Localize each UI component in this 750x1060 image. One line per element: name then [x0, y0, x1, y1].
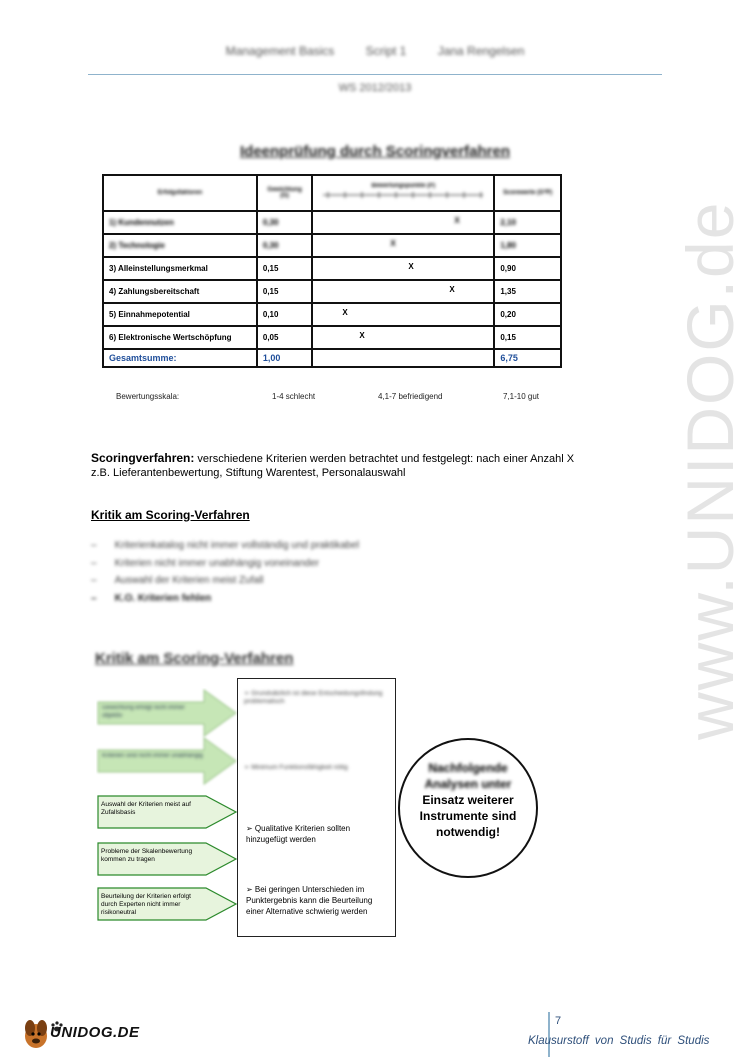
left-box-text: Auswahl der Kriterien meist auf Zufallsbasis — [101, 801, 191, 816]
header-cell: Erfolgsfaktoren — [103, 175, 257, 211]
list-item: – K.O. Kriterien fehlen — [91, 590, 359, 608]
rating-x-mark: X — [454, 216, 460, 225]
arrow-shape — [98, 738, 236, 784]
kritik-heading: Kritik am Scoring-Verfahren — [91, 508, 250, 522]
table-row — [103, 211, 561, 234]
header-cell: Gewichtung (G) — [257, 175, 312, 211]
circle-line: Nachfolgende — [428, 761, 508, 775]
table-row — [103, 326, 561, 349]
scoring-table-header — [103, 175, 561, 211]
right-box-text: ➢ Grundsätzlich ist diese Entscheidungsfindung problematisch — [244, 690, 383, 705]
left-box-text: Kriterien sind nicht immer unabhängig — [102, 753, 203, 759]
total-weight: 1,00 — [257, 349, 312, 367]
left-box-text: Beurteilung der Kriterien erfolgt durch Experten nicht immer risikoneutral — [101, 893, 191, 916]
total-row — [103, 349, 561, 367]
criterion-weight: 0,30 — [257, 234, 312, 257]
watermark: www.UNIDOG.de — [673, 200, 747, 740]
table-row — [103, 303, 561, 326]
criterion-weight: 0,30 — [257, 211, 312, 234]
list-item: – Kriterienkatalog nicht immer vollständig und praktikabel — [91, 537, 359, 555]
header-semester: WS 2012/2013 — [338, 82, 412, 94]
criterion-label: 1) Kundennutzen — [103, 211, 257, 234]
left-box-text: Gewichtung erfolgt nicht immer objektiv — [102, 705, 185, 719]
rating-x-mark: X — [342, 308, 348, 317]
logo-text: UNIDOG.DE — [50, 1024, 140, 1041]
kritik-list — [91, 537, 359, 607]
criterion-rating — [312, 280, 494, 303]
scoring-definition: verschiedene Kriterien werden betrachtet und festgelegt: nach einer Anzahl X — [194, 453, 575, 465]
list-item: – Kriterien nicht immer unabhängig voneinander — [91, 555, 359, 573]
scale-label: Bewertungsskala: — [116, 392, 180, 401]
criterion-rating — [312, 211, 494, 234]
page-header — [0, 44, 750, 58]
scoring-examples: z.B. Lieferantenbewertung, Stiftung Warentest, Personalauswahl — [91, 467, 406, 479]
scoring-table-title: Ideenprüfung durch Scoringverfahren — [239, 143, 511, 160]
criterion-label: 3) Alleinstellungsmerkmal — [103, 257, 257, 280]
total-score: 6,75 — [494, 349, 561, 367]
criterion-rating — [312, 326, 494, 349]
scale-medium: 4,1-7 befriedigend — [378, 392, 443, 401]
left-box-text: Probleme der Skalenbewertung kommen zu tragen — [101, 848, 193, 863]
table-row — [103, 257, 561, 280]
diagram-title: Kritik am Scoring-Verfahren — [95, 650, 294, 667]
rating-x-mark: X — [359, 331, 365, 340]
criterion-weight: 0,15 — [257, 257, 312, 280]
criterion-rating — [312, 257, 494, 280]
scoring-term: Scoringverfahren: — [91, 451, 195, 465]
header-cell: Bewertungspunkte (P) — [312, 175, 494, 211]
criterion-weight: 0,05 — [257, 326, 312, 349]
header-course: Management Basics — [225, 44, 335, 58]
circle-line: notwendig! — [436, 825, 500, 839]
header-author: Jana Rengelsen — [437, 44, 525, 58]
scale-bad: 1-4 schlecht — [272, 392, 316, 401]
rating-x-mark: X — [408, 262, 414, 271]
criterion-weight: 0,15 — [257, 280, 312, 303]
scoring-paragraph — [91, 451, 651, 480]
scale-good: 7,1-10 gut — [503, 392, 540, 401]
criterion-weight: 0,10 — [257, 303, 312, 326]
total-label: Gesamtsumme: — [103, 349, 257, 367]
circle-line: Einsatz weiterer — [422, 793, 514, 807]
header-script: Script 1 — [365, 44, 407, 58]
rating-x-mark: X — [449, 285, 455, 294]
criterion-score: 2,10 — [494, 211, 561, 234]
rating-x-mark: X — [390, 239, 396, 248]
right-box-text: ➢ Bei geringen Unterschieden im Punktergebnis kann die Beurteilung einer Alternative schwierig werden — [246, 885, 373, 916]
criterion-score: 1,80 — [494, 234, 561, 257]
criterion-label: 6) Elektronische Wertschöpfung — [103, 326, 257, 349]
scale-ruler — [318, 189, 488, 201]
criterion-rating — [312, 303, 494, 326]
header-divider — [88, 74, 662, 75]
right-box-text: ➢ Qualitative Kriterien sollten hinzugefügt werden — [246, 824, 351, 844]
criterion-rating — [312, 234, 494, 257]
right-box-text: ➢ Minimum Funktionsfähigkeit nötig — [244, 764, 348, 771]
list-item: – Auswahl der Kriterien meist Zufall — [91, 572, 359, 590]
total-empty — [312, 349, 494, 367]
criterion-score: 1,35 — [494, 280, 561, 303]
criterion-score: 0,20 — [494, 303, 561, 326]
scoring-table — [102, 174, 562, 368]
header-cell: Scorewerte (G*P) — [494, 175, 561, 211]
criterion-label: 2) Technologie — [103, 234, 257, 257]
circle-line: Analysen unter — [424, 777, 512, 791]
criterion-score: 0,15 — [494, 326, 561, 349]
table-row — [103, 280, 561, 303]
conclusion-circle — [398, 738, 538, 878]
page-number: 7 — [555, 1015, 562, 1027]
criterion-label: 4) Zahlungsbereitschaft — [103, 280, 257, 303]
footer-tagline: Klausurstoff von Studis für Studis — [528, 1035, 710, 1047]
table-row — [103, 234, 561, 257]
criterion-score: 0,90 — [494, 257, 561, 280]
circle-line: Instrumente sind — [419, 809, 517, 823]
criterion-label: 5) Einnahmepotential — [103, 303, 257, 326]
